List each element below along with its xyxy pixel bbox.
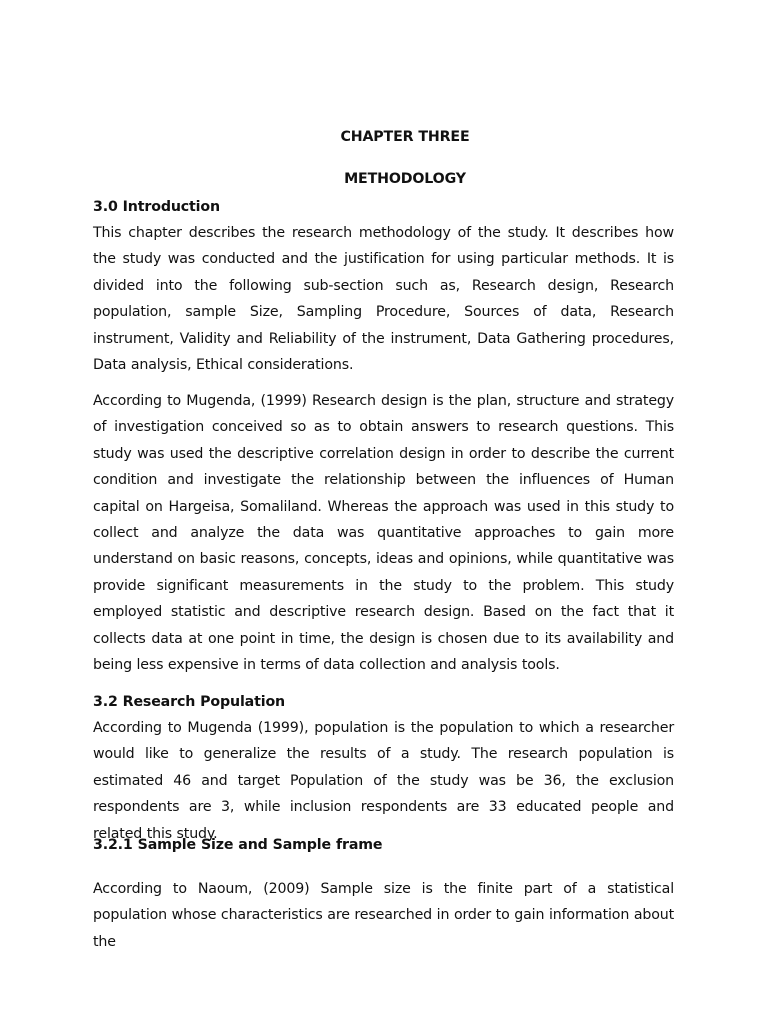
section-heading-research-population: 3.2 Research Population [93,694,285,710]
paragraph-research-population: According to Mugenda (1999), population is the population to which a researcher would like to generalize the results of a study. The research population is estimated 46 and target Population of the study was be 36, the exclusion respondents are 3, while inclusion respondents are 33 educated people and related this study. [93,720,674,842]
section-heading-introduction: 3.0 Introduction [93,199,220,215]
paragraph-introduction-1: This chapter describes the research methodology of the study. It describes how the study was conducted and the justification for using particular methods. It is divided into the following sub-section such as, Research design, Research population, sample Size, Sampling Procedure, Sources of data, Research instrument, Validity and Reliability of the instrument, Data Gathering procedures, Data analysis, Ethical considerations. [93,225,674,374]
paragraph-introduction-2: According to Mugenda, (1999) Research design is the plan, structure and strategy of investigation conceived so as to obtain answers to research questions. This study was used the descriptive correlation design in order to describe the current condition and investigate the relationship between the influences of Human capital on Hargeisa, Somaliland. Whereas the approach was used in this study to collect and analyze the data was quantitative approaches to gain more understand on basic reasons, concepts, ideas and opinions, while quantitative was provide significant measurements in the study to the problem. This study employed statistic and descriptive research design. Based on the fact that it collects data at one point in time, the design is chosen due to its availability and being less expensive in terms of data collection and analysis tools. [93,393,674,674]
section-heading-sample-size: 3.2.1 Sample Size and Sample frame [93,837,383,853]
paragraph-sample-size: According to Naoum, (2009) Sample size is the finite part of a statistical population whose characteristics are researched in order to gain information about the [93,881,674,950]
chapter-number-heading: CHAPTER THREE [340,129,470,145]
chapter-title: METHODOLOGY [344,171,466,187]
